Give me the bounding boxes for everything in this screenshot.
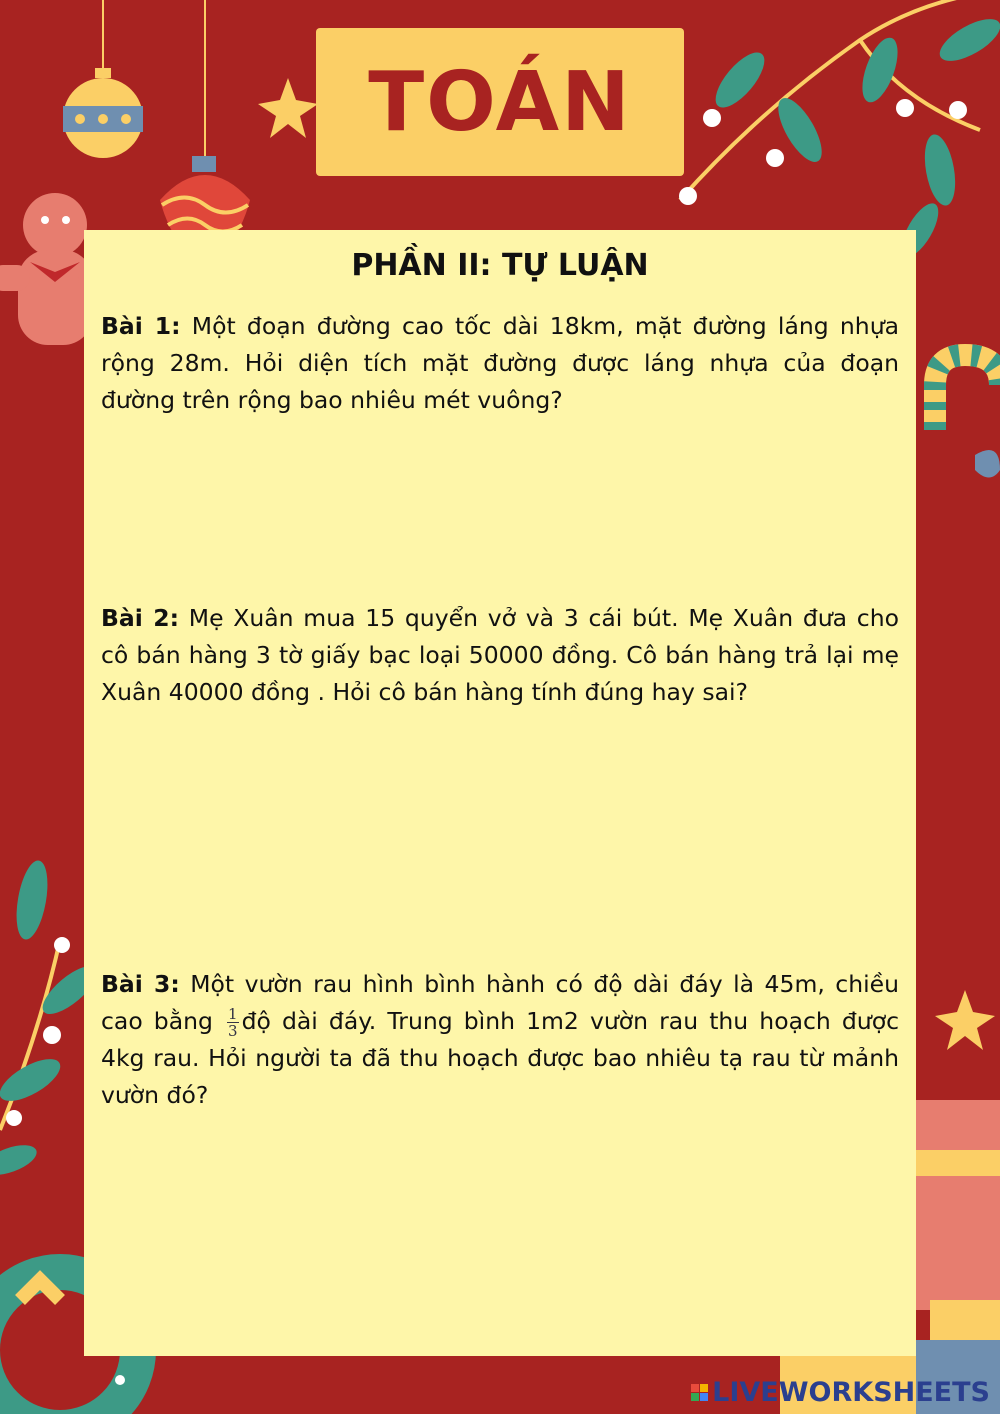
watermark-text: LIVEWORKSHEETS	[712, 1377, 990, 1408]
exercise-label: Bài 3:	[101, 970, 180, 998]
exercise-label: Bài 2:	[101, 604, 180, 632]
title-banner	[316, 28, 684, 176]
star-icon	[935, 990, 995, 1050]
liveworksheets-logo-icon	[691, 1384, 708, 1401]
exercise-2	[101, 600, 899, 711]
star-icon	[258, 78, 318, 138]
watermark	[691, 1377, 990, 1408]
exercise-1	[101, 308, 899, 419]
fraction-numerator: 1	[228, 1005, 238, 1023]
leaf-branch-icon	[679, 0, 1000, 262]
section-heading: PHẦN II: TỰ LUẬN	[351, 248, 649, 283]
candy-cane-icon	[935, 355, 1000, 430]
exercise-3	[101, 966, 899, 1114]
exercise-text: Mẹ Xuân mua 15 quyển vở và 3 cái bút. Mẹ Xuân đưa cho cô bán hàng 3 tờ giấy bạc loại 50000 đồng. Cô bán hàng trả lại mẹ Xuân 40000 đồng . Hỏi cô bán hàng tính đúng hay sai?	[101, 604, 899, 706]
exercise-text: độ dài đáy. Trung bình 1m2 vườn rau thu hoạch được 4kg rau. Hỏi người ta đã thu hoạch được bao nhiêu tạ rau từ mảnh vườn đó?	[101, 1007, 899, 1109]
exercise-label: Bài 1:	[101, 312, 181, 340]
ornament-ball-icon	[63, 68, 143, 158]
exercise-text: Một vườn rau hình bình hành có độ dài đáy là 45m, chiều cao bằng	[101, 970, 899, 1035]
page-title: TOÁN	[368, 54, 632, 150]
fraction	[227, 1006, 239, 1039]
fraction-denominator: 3	[228, 1022, 238, 1040]
exercise-text: Một đoạn đường cao tốc dài 18km, mặt đường láng nhựa rộng 28m. Hỏi diện tích mặt đường được láng nhựa của đoạn đường trên rộng bao nhiêu mét vuông?	[101, 312, 899, 414]
